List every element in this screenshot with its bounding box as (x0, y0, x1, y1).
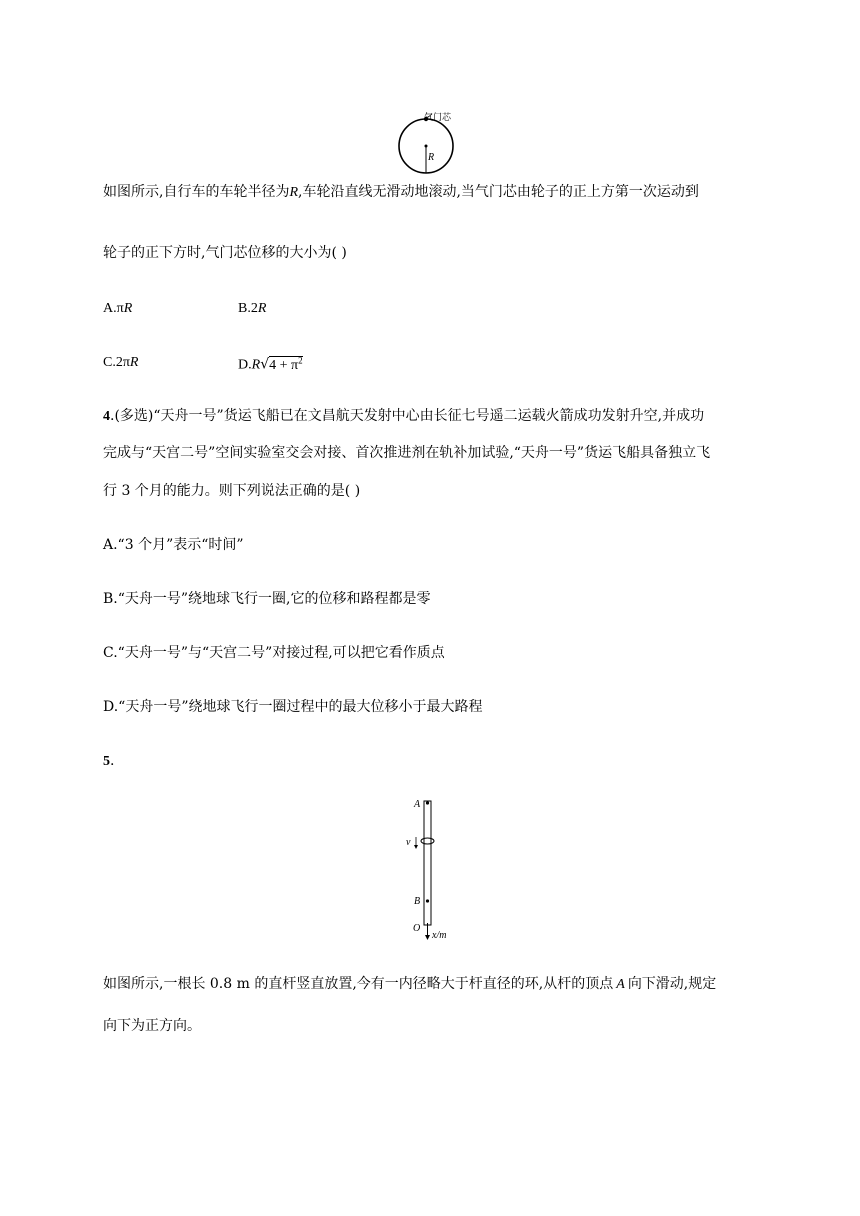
rod-figure (400, 795, 470, 945)
q5-number-line (103, 751, 114, 772)
label-v: v (406, 837, 411, 848)
q3-option-a (103, 298, 132, 319)
label-a: A (414, 799, 421, 810)
q4-option-c: C.“天舟一号”与“天宫二号”对接过程,可以把它看作质点 (103, 645, 445, 661)
q4-stem-line2: 完成与“天宫二号”空间实验室交会对接、首次推进剂在轨补加试验,“天舟一号”货运飞船具备独立飞 (103, 445, 711, 461)
q5-dot: . (110, 753, 115, 769)
q3-stem-text: 如图所示,自行车的车轮半径为 (103, 184, 290, 200)
q3-option-d-exponent: 2 (298, 355, 303, 365)
q5-stem-text-a: 如图所示,一根长 0.8 m 的直杆竖直放置,今有一内径略大于杆直径的环,从杆的顶点 (103, 976, 614, 992)
q5-stem-line2: 向下为正方向。 (103, 1018, 201, 1034)
label-b: B (414, 896, 421, 907)
q3-option-c (103, 352, 138, 373)
q4-option-a: A.“3 个月”表示“时间” (103, 537, 244, 553)
q5-stem-var: A (616, 977, 625, 992)
q5-number: 5 (103, 754, 110, 769)
q3-stem-text-b: ,车轮沿直线无滑动地滚动,当气门芯由轮子的正上方第一次运动到 (298, 184, 699, 200)
q3-option-a-var: R (123, 301, 133, 316)
q3-option-b-var: R (257, 301, 267, 316)
velocity-arrowhead (414, 845, 418, 849)
radius-label: R (428, 152, 435, 163)
q5-stem-text-b: 向下滑动,规定 (627, 976, 717, 992)
wheel-figure (390, 106, 470, 176)
ring (421, 838, 434, 844)
q3-option-c-prefix: C.2π (103, 355, 130, 370)
point-a-dot (426, 801, 429, 804)
q3-option-c-var: R (129, 355, 139, 370)
q3-stem-line1 (103, 182, 699, 203)
q5-stem-line1 (103, 974, 716, 995)
valve-label: 气门芯 (424, 112, 452, 122)
rod (424, 801, 431, 925)
q4-option-d: D.“天舟一号”绕地球飞行一圈过程中的最大位移小于最大路程 (103, 699, 483, 715)
q4-stem-line1 (103, 406, 704, 427)
q4-stem-line3: 行 3 个月的能力。则下列说法正确的是( ) (103, 483, 361, 499)
q3-option-d-var: R (251, 357, 261, 373)
q3-stem-line2: 轮子的正下方时,气门芯位移的大小为( ) (103, 245, 347, 261)
q4-option-b: B.“天舟一号”绕地球飞行一圈,它的位移和路程都是零 (103, 591, 431, 607)
q3-option-a-prefix: A.π (103, 301, 124, 316)
q3-option-d-radicand: $4 + \pi^2$ (269, 355, 303, 373)
q4-stem-line1-text: .(多选)“天舟一号”货运飞船已在文昌航天发射中心由长征七号遥二运载火箭成功发射升空,并成功 (110, 408, 705, 424)
sqrt-sign: √ (260, 356, 270, 373)
label-o: O (413, 923, 421, 934)
q3-option-d (238, 350, 303, 376)
q3-option-d-prefix: D. (238, 357, 252, 373)
q3-stem-var: R (289, 185, 299, 200)
wheel-center-dot (425, 145, 428, 148)
label-axis: x/m (432, 930, 447, 941)
x-axis-arrowhead (425, 935, 430, 940)
point-b-dot (426, 899, 429, 902)
q3-option-b (238, 298, 266, 319)
q3-option-b-prefix: B.2 (238, 301, 258, 316)
q4-number: 4 (103, 409, 110, 424)
